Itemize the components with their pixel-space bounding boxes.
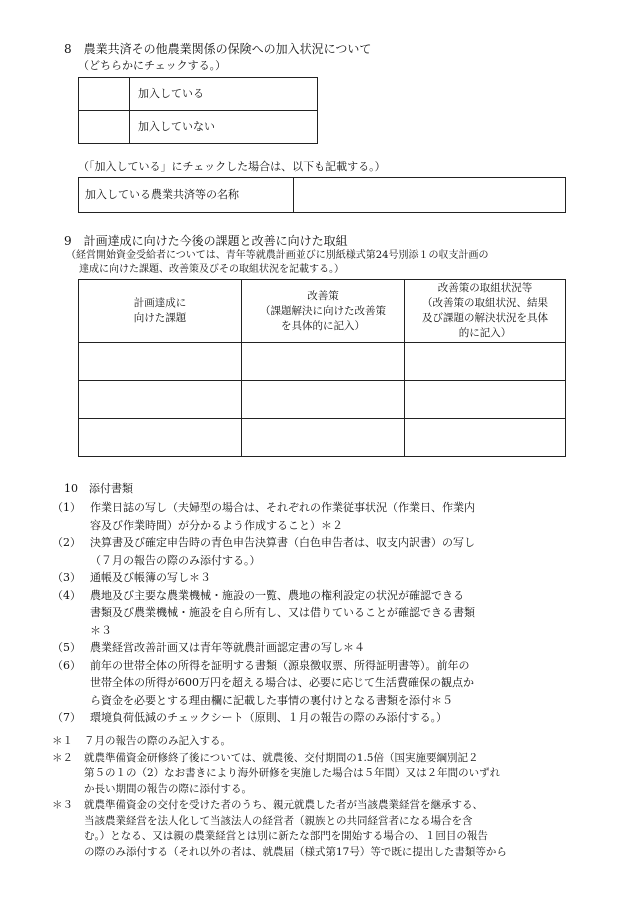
footnote: ＊２ 就農準備資金研修終了後については、就農後、交付期間の1.5倍（国実施要綱別記２ 第５の１の（2）なお書きにより海外研修を実施した場合は５年間）又は２年間のいずれ か長い期間の報告の際に添付する。: [52, 751, 592, 798]
issue-cell[interactable]: [79, 343, 242, 381]
item-number: （7）: [52, 711, 81, 724]
item-number: （6）: [52, 658, 81, 672]
section9-note-line: 達成に向けた課題、改善策及びその取組状況を記載する。）: [79, 264, 344, 275]
improvement-table: [78, 279, 566, 457]
section9-note-line: （経営開始資金受給者については、青年等就農計画並びに別紙様式第24号別添１の収支計画の: [66, 250, 489, 261]
measure-cell[interactable]: [242, 381, 405, 419]
header-progress: 改善策の取組状況等 （改善策の取組状況、結果 及び課題の解決状況を具体 的に記入）: [405, 280, 566, 343]
table-row: [79, 343, 566, 381]
list-item: （7） 環境負荷低減のチェックシート（原則、１月の報告の際のみ添付する。）: [52, 709, 572, 727]
progress-cell[interactable]: [405, 343, 566, 381]
footnotes: [52, 734, 592, 861]
attachments-list: [52, 499, 572, 727]
insurance-name-field[interactable]: [294, 178, 566, 213]
insurance-name-table: [78, 177, 566, 213]
section8-title: 8 農業共済その他農業関係の保険への加入状況について: [64, 42, 372, 56]
footnote-mark: ＊２: [52, 751, 73, 764]
table-row: [79, 419, 566, 457]
header-measures: 改善策 （課題解決に向けた改善策 を具体的に記入）: [242, 280, 405, 343]
list-item: （1） 作業日誌の写し（夫婦型の場合は、それぞれの作業従事状況（作業日、作業内 容及び作業時間）が分かるよう作成すること）＊２: [52, 499, 572, 534]
item-number: （4）: [52, 588, 81, 602]
item-number: （2）: [52, 536, 81, 549]
list-item: （3） 通帳及び帳簿の写し＊３: [52, 569, 572, 587]
section8-conditional-note: （「加入している」にチェックした場合は、以下も記載する。）: [78, 160, 386, 173]
section9-title: 9 計画達成に向けた今後の課題と改善に向けた取組: [64, 234, 348, 248]
measure-cell[interactable]: [242, 419, 405, 457]
list-item: （6） 前年の世帯全体の所得を証明する書類（源泉徴収票、所得証明書等）。前年の 世帯全体の所得が600万円を超える場合は、必要に応じて生活費確保の観点か ら資金を必要とする理由欄に記載した事情の裏付けとなる書類を添付＊５: [52, 657, 572, 710]
item-number: （5）: [52, 641, 81, 654]
progress-cell[interactable]: [405, 381, 566, 419]
option-not-joined-label: 加入していない: [130, 111, 318, 144]
section8-instruction: （どちらかにチェックする。）: [78, 59, 227, 72]
list-item: （5） 農業経営改善計画又は青年等就農計画認定書の写し＊４: [52, 639, 572, 657]
list-item: （2） 決算書及び確定申告時の青色申告決算書（白色申告者は、収支内訳書）の写し （７月の報告の際のみ添付する。）: [52, 534, 572, 569]
checkbox-joined[interactable]: [79, 78, 130, 111]
item-number: （3）: [52, 571, 81, 584]
issue-cell[interactable]: [79, 419, 242, 457]
footnote-mark: ＊３: [52, 799, 73, 811]
footnote: ＊３ 就農準備資金の交付を受けた者のうち、親元就農した者が当該農業経営を継承する、 当該農業経営を法人化して当該法人の経営者（親族との共同経営者になる場合を含 む。）となる、又は親の農業経営とは別に新たな部門を開始する場合の、１回目の報告 の際のみ添付する（それ以外の者は、就農届（様式第17号）等で既に提出した書類等から: [52, 798, 592, 860]
list-item: （4） 農地及び主要な農業機械・施設の一覧、農地の権利設定の状況が確認できる 書類及び農業機械・施設を自ら所有し、又は借りていることが確認できる書類 ＊３: [52, 587, 572, 640]
insurance-checkbox-table: [78, 77, 318, 144]
footnote-mark: ＊１: [52, 735, 73, 747]
option-row-joined: [79, 78, 318, 111]
option-row-not-joined: [79, 111, 318, 144]
measure-cell[interactable]: [242, 343, 405, 381]
section9-note: [66, 249, 489, 277]
insurance-name-label: 加入している農業共済等の名称: [79, 178, 294, 213]
item-number: （1）: [52, 501, 81, 514]
checkbox-not-joined[interactable]: [79, 111, 130, 144]
footnote: ＊１ ７月の報告の際のみ記入する。: [52, 734, 592, 750]
header-issues: 計画達成に 向けた課題: [79, 280, 242, 343]
section10-title: 10 添付書類: [64, 482, 133, 495]
improvement-table-header: [79, 280, 566, 343]
option-joined-label: 加入している: [130, 78, 318, 111]
table-row: [79, 381, 566, 419]
issue-cell[interactable]: [79, 381, 242, 419]
progress-cell[interactable]: [405, 419, 566, 457]
